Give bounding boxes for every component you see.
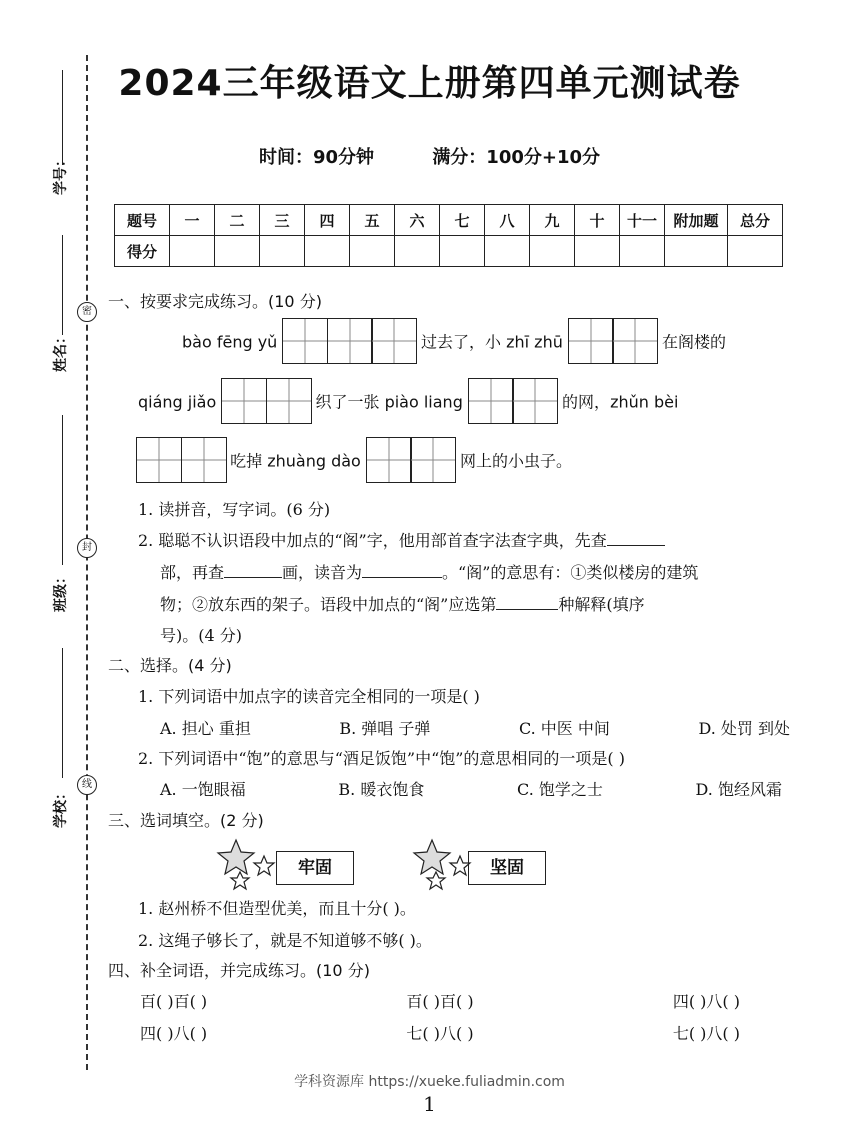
option-c[interactable]: C. 饱学之士 <box>517 780 603 799</box>
banji-label: 班级： <box>53 570 69 612</box>
pinyin: qiáng jiǎo <box>138 392 217 412</box>
seal-feng: 封 <box>77 538 97 558</box>
s2-q2-options <box>160 777 782 800</box>
score-cell[interactable] <box>728 236 783 267</box>
text: 在阁楼的 <box>662 332 727 352</box>
section2-heading: 二、选择。(4 分) <box>108 656 232 675</box>
seal-xian: 线 <box>77 775 97 795</box>
idiom-blank[interactable]: 七( )八( ) <box>406 1024 474 1043</box>
score-entry-row <box>115 236 783 267</box>
section3-heading: 三、选词填空。(2 分) <box>108 811 264 830</box>
exam-info <box>0 143 859 169</box>
idiom-blank[interactable]: 百( )百( ) <box>406 992 474 1011</box>
header-cell: 一 <box>170 205 215 236</box>
answer-blank[interactable] <box>496 595 558 610</box>
page-title: 2024三年级语文上册第四单元测试卷 <box>118 63 741 104</box>
idiom-blank[interactable]: 七( )八( ) <box>672 1024 740 1043</box>
header-cell: 题号 <box>115 205 170 236</box>
option-a[interactable]: A. 担心 重担 <box>160 719 251 738</box>
pinyin: piào liang <box>384 392 463 412</box>
header-cell: 八 <box>485 205 530 236</box>
passage-line-3 <box>136 437 572 487</box>
s1-question-1: 1. 读拼音，写字词。(6 分) <box>138 500 331 519</box>
header-cell: 附加题 <box>665 205 728 236</box>
idiom-blank[interactable]: 四( )八( ) <box>140 1024 208 1043</box>
text: 部，再查 <box>160 563 225 582</box>
score-cell[interactable] <box>305 236 350 267</box>
s1-question-2-line2 <box>160 560 698 583</box>
text: 过去了，小 <box>421 332 502 352</box>
score-cell[interactable] <box>350 236 395 267</box>
s4-row-1 <box>140 989 740 1012</box>
star-decoration-icon <box>412 838 474 892</box>
time-limit: 时间：90分钟 <box>258 147 375 168</box>
option-a[interactable]: A. 一饱眼福 <box>160 780 246 799</box>
idiom-blank[interactable]: 百( )百( ) <box>140 992 208 1011</box>
xuexiao-label: 学校： <box>53 786 69 828</box>
answer-blank[interactable] <box>362 563 442 578</box>
option-d[interactable]: D. 处罚 到处 <box>698 719 790 738</box>
score-cell[interactable] <box>215 236 260 267</box>
passage-line-1 <box>182 318 726 368</box>
option-b[interactable]: B. 暖衣饱食 <box>338 780 425 799</box>
s2-q1-options <box>160 716 790 739</box>
section1-heading: 一、按要求完成练习。(10 分) <box>108 292 322 311</box>
s3-question-1: 1. 赵州桥不但造型优美，而且十分( )。 <box>138 899 416 918</box>
pinyin: zhuàng dào <box>267 451 361 471</box>
s4-row-2 <box>140 1021 740 1044</box>
score-cell[interactable] <box>575 236 620 267</box>
header-cell: 三 <box>260 205 305 236</box>
full-score: 满分：100分+10分 <box>432 147 601 168</box>
score-cell[interactable] <box>170 236 215 267</box>
xuehao-label: 学号： <box>53 153 69 195</box>
passage-line-2 <box>138 378 678 428</box>
writing-grid[interactable] <box>221 378 310 428</box>
xingming-underline <box>62 235 63 335</box>
section4-heading: 四、补全词语，并完成练习。(10 分) <box>108 961 370 980</box>
s3-question-2: 2. 这绳子够长了，就是不知道够不够( )。 <box>138 931 432 950</box>
header-cell: 总分 <box>728 205 783 236</box>
writing-grid[interactable] <box>282 318 416 368</box>
score-cell[interactable] <box>530 236 575 267</box>
banji-underline <box>62 415 63 565</box>
header-cell: 四 <box>305 205 350 236</box>
text: 画，读音为 <box>282 563 363 582</box>
seal-mi: 密 <box>77 302 97 322</box>
answer-blank[interactable] <box>224 563 282 578</box>
header-cell: 十一 <box>620 205 665 236</box>
s1-question-2-line4: 号)。(4 分) <box>160 626 242 645</box>
text: 网上的小虫子。 <box>460 451 573 471</box>
header-cell: 七 <box>440 205 485 236</box>
page-number: 1 <box>423 1092 436 1116</box>
header-cell: 二 <box>215 205 260 236</box>
row-label: 得分 <box>115 236 170 267</box>
star-decoration-icon <box>216 838 278 892</box>
s1-question-2 <box>138 528 665 551</box>
score-header-row <box>115 205 783 236</box>
score-table <box>114 204 783 267</box>
text: 物；②放东西的架子。语段中加点的“阁”应选第 <box>160 595 497 614</box>
score-cell[interactable] <box>395 236 440 267</box>
text: 种解释(填序 <box>558 595 645 614</box>
header-cell: 六 <box>395 205 440 236</box>
writing-grid[interactable] <box>136 437 225 487</box>
score-cell[interactable] <box>665 236 728 267</box>
binding-line <box>86 55 88 1070</box>
text: 吃掉 <box>230 451 263 471</box>
header-cell: 十 <box>575 205 620 236</box>
option-d[interactable]: D. 饱经风霜 <box>695 780 782 799</box>
score-cell[interactable] <box>485 236 530 267</box>
text: 。“阁”的意思有：①类似楼房的建筑 <box>442 563 699 582</box>
word-option-1: 牢固 <box>276 851 354 885</box>
answer-blank[interactable] <box>607 531 665 546</box>
pinyin: zhǔn bèi <box>610 392 679 412</box>
s2-question-2: 2. 下列词语中“饱”的意思与“酒足饭饱”中“饱”的意思相同的一项是( ) <box>138 749 626 768</box>
header-cell: 五 <box>350 205 395 236</box>
footer-source: 学科资源库 https://xueke.fuliadmin.com <box>294 1074 565 1090</box>
text: 2. 聪聪不认识语段中加点的“阁”字，他用部首查字法查字典，先查 <box>138 531 607 550</box>
s1-question-2-line3 <box>160 592 645 615</box>
writing-grid[interactable] <box>366 437 455 487</box>
score-cell[interactable] <box>440 236 485 267</box>
header-cell: 九 <box>530 205 575 236</box>
option-c[interactable]: C. 中医 中间 <box>518 719 610 738</box>
xuexiao-underline <box>62 648 63 778</box>
score-cell[interactable] <box>260 236 305 267</box>
xingming-label: 姓名： <box>53 330 69 372</box>
pinyin: bào fēng yǔ <box>182 332 278 352</box>
s2-question-1: 1. 下列词语中加点字的读音完全相同的一项是( ) <box>138 687 480 706</box>
word-option-2: 坚固 <box>468 851 546 885</box>
text: 织了一张 <box>315 392 380 412</box>
text: 的网， <box>562 392 611 412</box>
writing-grid[interactable] <box>468 378 557 428</box>
pinyin: zhī zhū <box>506 332 563 352</box>
idiom-blank[interactable]: 四( )八( ) <box>672 992 740 1011</box>
score-cell[interactable] <box>620 236 665 267</box>
option-b[interactable]: B. 弹唱 子弹 <box>339 719 431 738</box>
writing-grid[interactable] <box>568 318 657 368</box>
